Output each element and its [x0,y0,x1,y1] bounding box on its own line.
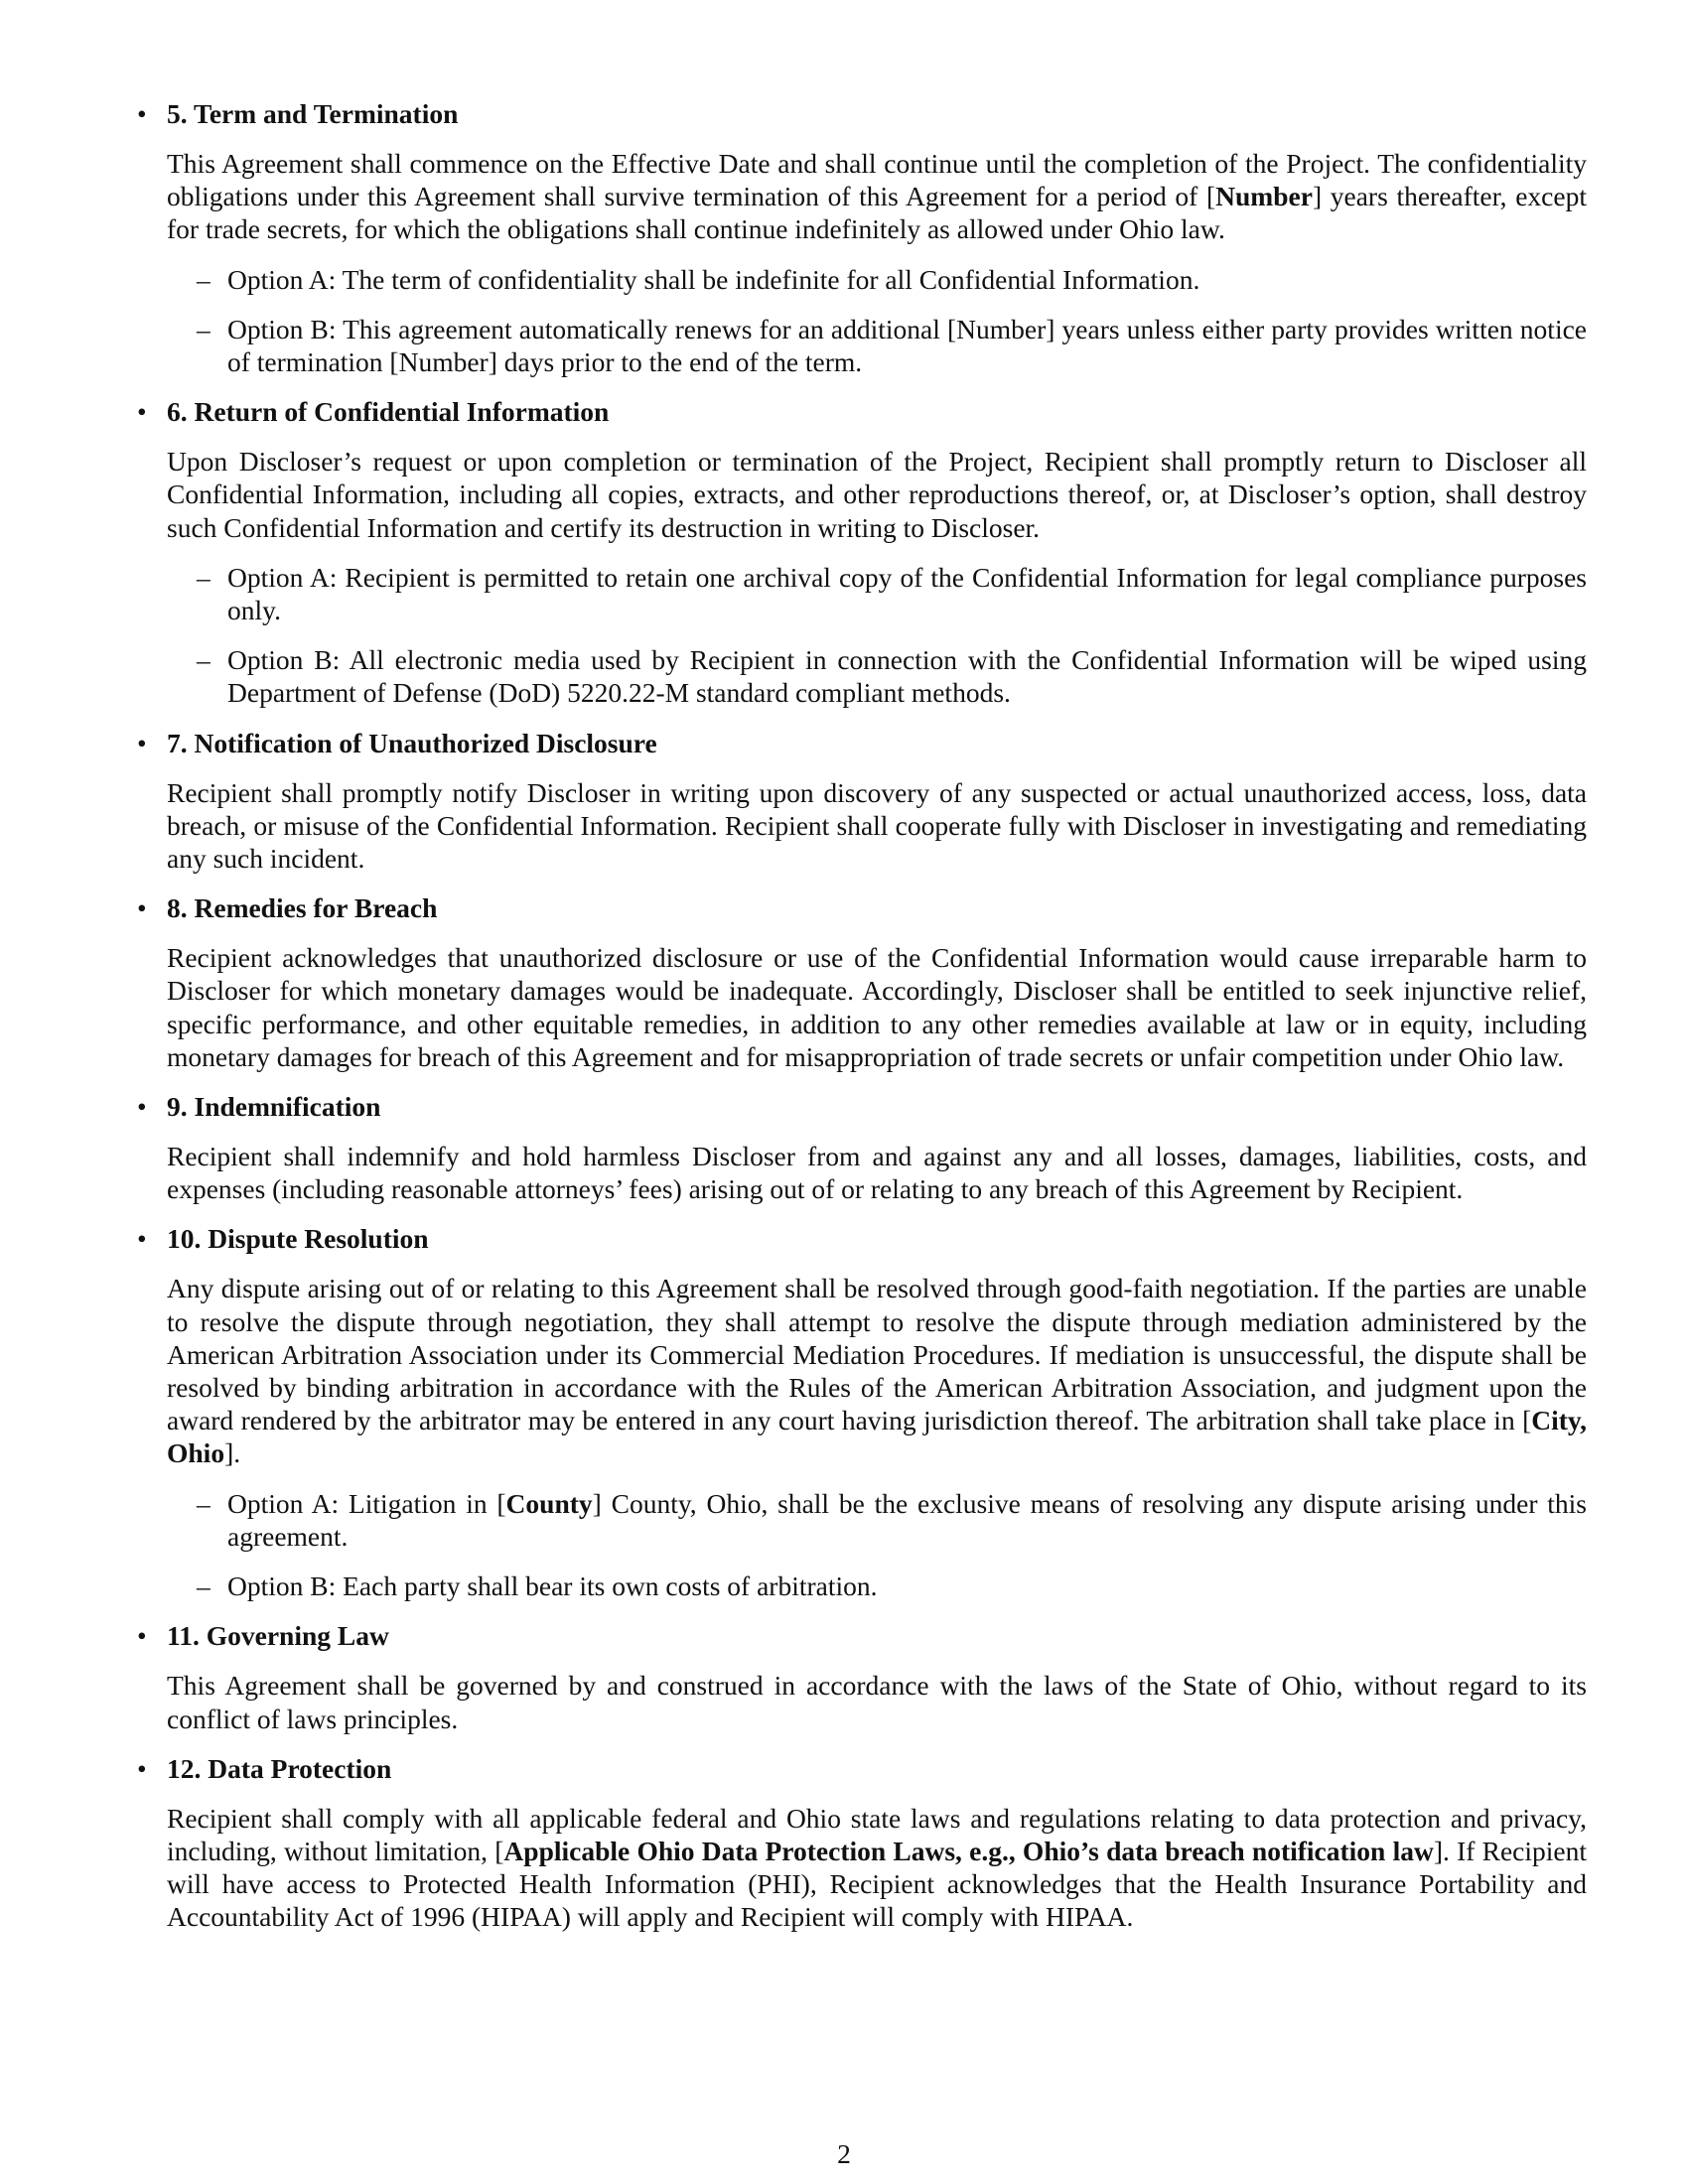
section-heading [137,1619,1587,1652]
bullet-marker: • [137,1223,147,1255]
placeholder-county: County [505,1487,593,1519]
section-dispute-resolution [137,1222,1587,1602]
placeholder-data-protection-laws: Applicable Ohio Data Protection Laws, e.g., Ohio’s data breach notification law [503,1835,1434,1866]
section-heading-text: 5. Term and Termination [167,98,459,129]
paragraph-text: Any dispute arising out of or relating to this Agreement shall be resolved through good-faith negotiation. If the parties are unable to resolve the dispute through negotiation, they shall attempt to resolve the dispute through mediation administered by the American Arbitration Association under its Commercial Mediation Procedures. If mediation is unsuccessful, the dispute shall be resolved by binding arbitration in accordance with the Rules of the American Arbitration Association, and judgment upon the award rendered by the arbitrator may be entered in any court having jurisdiction thereof. The arbitration shall take place in [ [167,1273,1587,1436]
dash-marker: – [197,263,211,295]
option-text: Option B: All electronic media used by Recipient in connection with the Confidential Information will be wiped using Department of Defense (DoD) 5220.22-M standard compliant methods. [227,644,1587,709]
section-paragraph: Recipient acknowledges that unauthorized disclosure or use of the Confidential Information would cause irreparable harm to Discloser for which monetary damages would be inadequate. Accordingly, Discloser shall be entitled to seek injunctive relief, specific performance, and other equitable remedies, in addition to any other remedies available at law or in equity, including monetary damages for breach of this Agreement and for misappropriation of trade secrets or unfair competition under Ohio law. [167,942,1587,1072]
paragraph-text: ]. If Recipient will have access to Protected Health Information (PHI), Recipient acknowledges that the Health Insurance Portability and Accountability Act of 1996 (HIPAA) will apply and Recipient will comply with HIPAA. [167,1835,1587,1933]
bullet-marker: • [137,892,147,924]
bullet-marker: • [137,396,147,428]
section-remedies-for-breach [137,891,1587,1073]
section-term-and-termination [137,97,1587,378]
option-text: ] County, Ohio, shall be the exclusive means of resolving any dispute arising under this agreement. [227,1487,1587,1552]
section-heading-text: 8. Remedies for Breach [167,892,438,924]
option-item [197,561,1587,626]
dash-marker: – [197,561,211,593]
section-heading [137,1090,1587,1123]
option-item [197,313,1587,378]
section-paragraph: Upon Discloser’s request or upon completion or termination of the Project, Recipient shall promptly return to Discloser all Confidential Information, including all copies, extracts, and other reproductions thereof, or, at Discloser’s option, shall destroy such Confidential Information and certify its destruction in writing to Discloser. [167,446,1587,543]
dash-marker: – [197,1570,211,1602]
section-paragraph [167,1802,1587,1934]
page-number: 2 [837,2138,851,2169]
section-heading-text: 12. Data Protection [167,1752,392,1784]
option-text: Option A: The term of confidentiality shall be indefinite for all Confidential Information. [227,263,1200,295]
section-heading-text: 7. Notification of Unauthorized Disclosure [167,727,657,758]
option-text: Option A: Litigation in [ [227,1487,506,1519]
bullet-marker: • [137,727,147,758]
section-paragraph [167,1272,1587,1469]
option-text: Option A: Recipient is permitted to retain one archival copy of the Confidential Information for legal compliance purposes only. [227,561,1587,626]
paragraph-text: ]. [224,1437,241,1469]
section-indemnification [137,1090,1587,1205]
option-text: Option B: This agreement automatically renews for an additional [Number] years unless either party provides written notice of termination [Number] days prior to the end of the term. [227,313,1587,378]
option-item [197,1570,1587,1602]
section-heading-text: 6. Return of Confidential Information [167,396,610,428]
section-governing-law [137,1619,1587,1734]
section-heading [137,1222,1587,1255]
option-item [197,643,1587,709]
section-notification-of-unauthorized-disclosure [137,727,1587,876]
bullet-marker: • [137,1091,147,1123]
section-heading-text: 10. Dispute Resolution [167,1223,429,1255]
paragraph-text: ] years thereafter, except for trade secrets, for which the obligations shall continue indefinitely as allowed under Ohio law. [167,181,1587,245]
section-heading-text: 11. Governing Law [167,1620,389,1652]
bullet-marker: • [137,98,147,129]
document-body [137,97,1587,1951]
section-data-protection [137,1752,1587,1934]
option-item [197,263,1587,296]
section-paragraph: Recipient shall indemnify and hold harmless Discloser from and against any and all losses, damages, liabilities, costs, and expenses (including reasonable attorneys’ fees) arising out of or relating to any breach of this Agreement by Recipient. [167,1141,1587,1205]
section-heading [137,1752,1587,1785]
placeholder-city: City, Ohio [167,1405,1587,1469]
section-paragraph [167,147,1587,246]
option-item [197,1487,1587,1553]
section-heading [137,395,1587,428]
option-text: Option B: Each party shall bear its own costs of arbitration. [227,1570,878,1602]
section-heading [137,727,1587,759]
placeholder-number: Number [1215,181,1313,212]
section-return-of-confidential-information [137,395,1587,709]
dash-marker: – [197,1487,211,1519]
dash-marker: – [197,644,211,676]
section-heading [137,97,1587,130]
section-heading-text: 9. Indemnification [167,1091,381,1123]
section-paragraph: Recipient shall promptly notify Discloser in writing upon discovery of any suspected or actual unauthorized access, loss, data breach, or misuse of the Confidential Information. Recipient shall cooperate fully with Discloser in investigating and remediating any such incident. [167,776,1587,875]
dash-marker: – [197,313,211,344]
bullet-marker: • [137,1620,147,1652]
section-heading [137,891,1587,924]
bullet-marker: • [137,1752,147,1784]
section-paragraph: This Agreement shall be governed by and construed in accordance with the laws of the State of Ohio, without regard to its conflict of laws principles. [167,1670,1587,1734]
paragraph-text: Recipient shall comply with all applicable federal and Ohio state laws and regulations relating to data protection and privacy, including, without limitation, [ [167,1802,1587,1866]
paragraph-text: This Agreement shall commence on the Effective Date and shall continue until the completion of the Project. The confidentiality obligations under this Agreement shall survive termination of this Agreement for a period of [ [167,148,1587,212]
